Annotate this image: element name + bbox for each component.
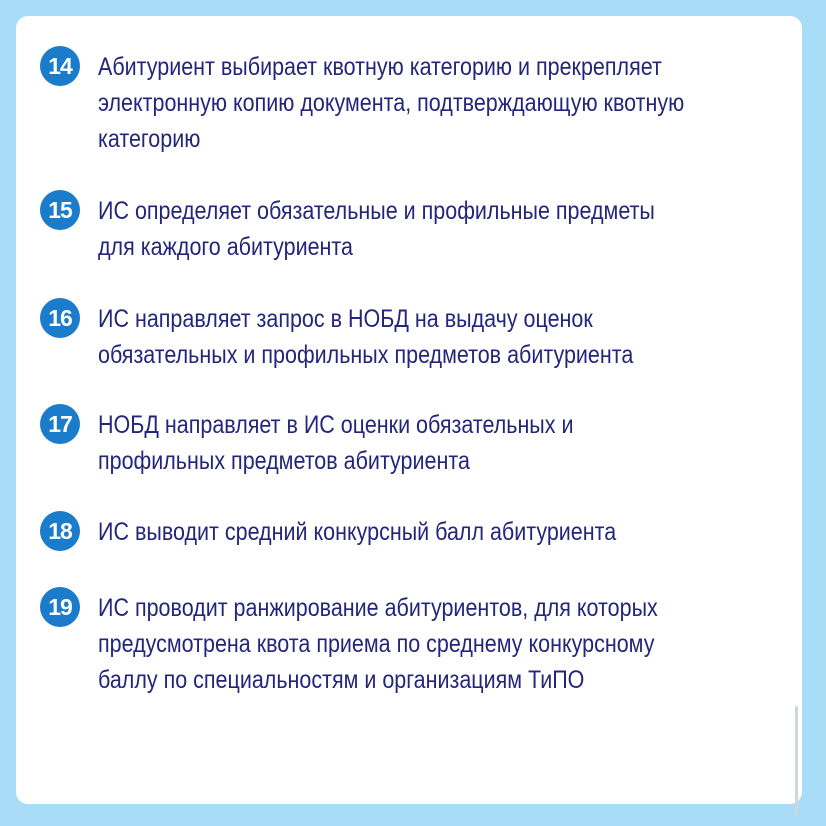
scrollbar[interactable] [795, 706, 798, 816]
step-number-badge: 16 [40, 298, 80, 338]
step-number-badge: 19 [40, 587, 80, 627]
step-text: ИС выводит средний конкурсный балл абитуриента [98, 518, 617, 546]
content-card [16, 16, 802, 804]
step-item-15 [40, 193, 790, 265]
step-number-badge: 17 [40, 404, 80, 444]
step-number-badge: 14 [40, 46, 80, 86]
step-item-18 [40, 514, 790, 551]
step-text: ИС направляет запрос в НОБД на выдачу оценок обязательных и профильных предметов абитуриента [98, 305, 634, 369]
step-number-badge: 15 [40, 190, 80, 230]
step-text: ИС проводит ранжирование абитуриентов, для которых предусмотрена квота приема по среднему конкурсному баллу по специальностям и организациям ТиПО [98, 594, 658, 694]
step-item-14 [40, 49, 790, 157]
step-item-16 [40, 301, 790, 373]
step-item-17 [40, 407, 790, 479]
step-number-badge: 18 [40, 511, 80, 551]
step-text: НОБД направляет в ИС оценки обязательных и профильных предметов абитуриента [98, 411, 574, 475]
step-item-19 [40, 590, 790, 698]
step-text: Абитуриент выбирает квотную категорию и прекрепляет электронную копию документа, подтверждающую квотную категорию [98, 53, 685, 153]
step-text: ИС определяет обязательные и профильные предметы для каждого абитуриента [98, 197, 655, 261]
